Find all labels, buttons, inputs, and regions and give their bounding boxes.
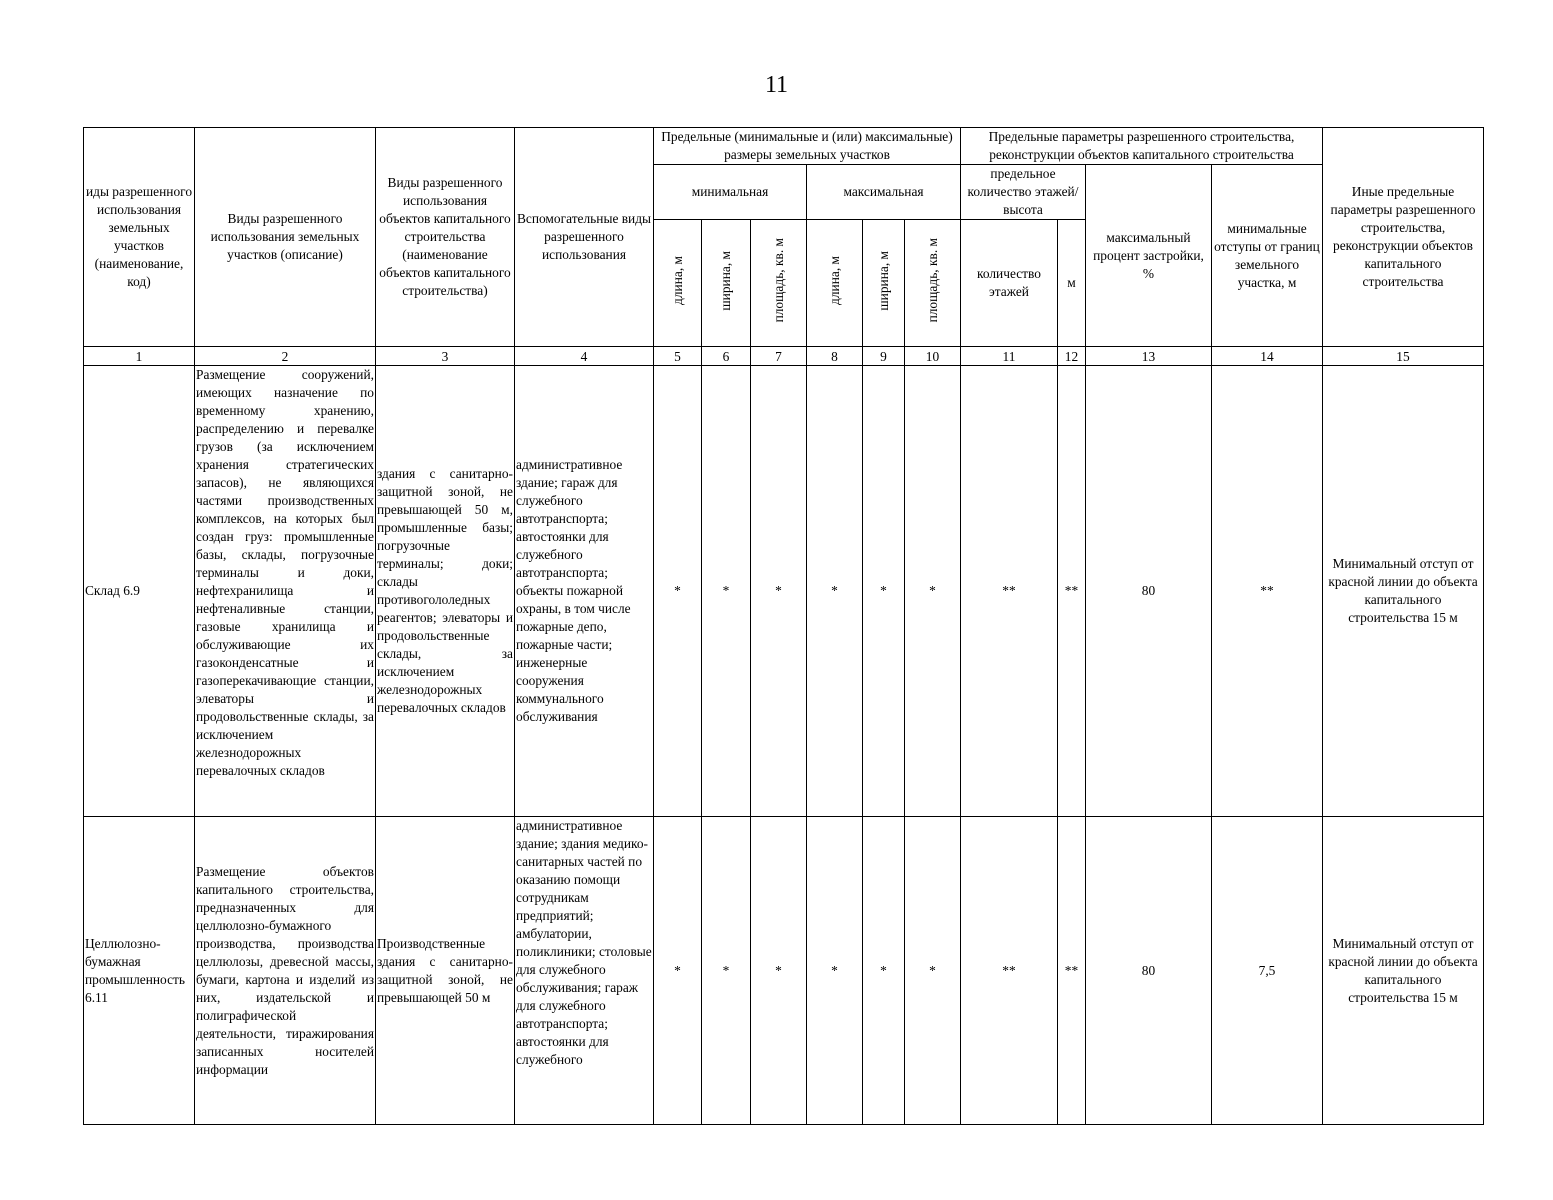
column-number: 9 [863,347,905,366]
header-col12: м [1058,220,1086,347]
header-col2: Виды разрешенного использования земельных участков (описание) [195,128,376,347]
header-col3: Виды разрешенного использования объектов капитального строительства (наименование объектов капитального строительства) [376,128,515,347]
row-value: 7,5 [1212,817,1323,1125]
row-value: ** [1212,366,1323,817]
header-col14: минимальные отступы от границ земельного участка, м [1212,165,1323,347]
column-number: 1 [84,347,195,366]
row-other: Минимальный отступ от красной линии до объекта капитального строительства 15 м [1323,817,1484,1125]
row-value: ** [1058,817,1086,1125]
column-number: 2 [195,347,376,366]
row-auxiliary: административное здание; здания медико-санитарных частей по оказанию помощи сотрудникам предприятий; амбулатории, поликлиники; столовые для служебного обслуживания; гараж для служебного автотранспорта; автостоянки для служебного [515,817,654,1125]
header-col8: длина, м [807,220,863,347]
header-col6: ширина, м [702,220,751,347]
row-objects: здания с санитарно-защитной зоной, не превышающей 50 м, промышленные базы; погрузочные терминалы; доки; склады противогололедных реагентов; элеваторы и продовольственные склады, за исключением железнодорожных перевалочных складов [376,366,515,817]
header-col13: максимальный процент застройки, % [1086,165,1212,347]
row-value: * [807,366,863,817]
row-value: * [905,817,961,1125]
table-row [84,366,1484,817]
column-number: 5 [654,347,702,366]
column-number: 10 [905,347,961,366]
header-col9: ширина, м [863,220,905,347]
column-number: 11 [961,347,1058,366]
header-col7: площадь, кв. м [751,220,807,347]
header-group-sizes: Предельные (минимальные и (или) максимальные) размеры земельных участков [654,128,961,165]
column-number: 7 [751,347,807,366]
column-number: 3 [376,347,515,366]
row-objects: Производственные здания с санитарно-защитной зоной, не превышающей 50 м [376,817,515,1125]
row-value: ** [961,366,1058,817]
header-col4: Вспомогательные виды разрешенного использования [515,128,654,347]
header-col1: иды разрешенного использования земельных участков (наименование, код) [84,128,195,347]
header-max: максимальная [807,165,961,220]
header-floors-height: предельное количество этажей/высота [961,165,1086,220]
row-value: ** [961,817,1058,1125]
row-value: * [807,817,863,1125]
row-description: Размещение сооружений, имеющих назначение по временному хранению, распределению и перевалке грузов (за исключением хранения стратегических запасов), не являющихся частями производственных комплексов, на которых был создан груз: промышленные базы, склады, погрузочные терминалы и доки, нефтехранилища и нефтеналивные станции, газовые хранилища и обслуживающие их газоконденсатные и газоперекачивающие станции, элеваторы и продовольственные склады, за исключением железнодорожных перевалочных складов [195,366,376,817]
header-col15: Иные предельные параметры разрешенного строительства, реконструкции объектов капитального строительства [1323,128,1484,347]
page-number: 11 [764,72,789,98]
column-number: 12 [1058,347,1086,366]
row-value: * [654,366,702,817]
row-other: Минимальный отступ от красной линии до объекта капитального строительства 15 м [1323,366,1484,817]
row-name: Целлюлозно-бумажная промышленность 6.11 [84,817,195,1125]
row-value: * [751,817,807,1125]
row-name: Склад 6.9 [84,366,195,817]
row-value: * [654,817,702,1125]
row-value: * [751,366,807,817]
row-value: * [905,366,961,817]
row-value: 80 [1086,817,1212,1125]
row-value: 80 [1086,366,1212,817]
header-group-params: Предельные параметры разрешенного строительства, реконструкции объектов капитального строительства [961,128,1323,165]
column-number: 4 [515,347,654,366]
zoning-table [83,127,1484,1125]
row-value: ** [1058,366,1086,817]
column-number: 13 [1086,347,1212,366]
row-value: * [863,366,905,817]
table-row [84,817,1484,1125]
header-col11: количество этажей [961,220,1058,347]
row-value: * [702,366,751,817]
row-auxiliary: административное здание; гараж для служебного автотранспорта; автостоянки для служебного автотранспорта; объекты пожарной охраны, в том числе пожарные депо, пожарные части; инженерные сооружения коммунального обслуживания [515,366,654,817]
header-min: минимальная [654,165,807,220]
row-value: * [863,817,905,1125]
header-col10: площадь, кв. м [905,220,961,347]
row-description: Размещение объектов капитального строительства, предназначенных для целлюлозно-бумажного производства, производства целлюлозы, древесной массы, бумаги, картона и изделий из них, издательской и полиграфической деятельности, тиражирования записанных носителей информации [195,817,376,1125]
column-number: 6 [702,347,751,366]
row-value: * [702,817,751,1125]
column-number: 14 [1212,347,1323,366]
column-number: 8 [807,347,863,366]
column-number: 15 [1323,347,1484,366]
header-col5: длина, м [654,220,702,347]
